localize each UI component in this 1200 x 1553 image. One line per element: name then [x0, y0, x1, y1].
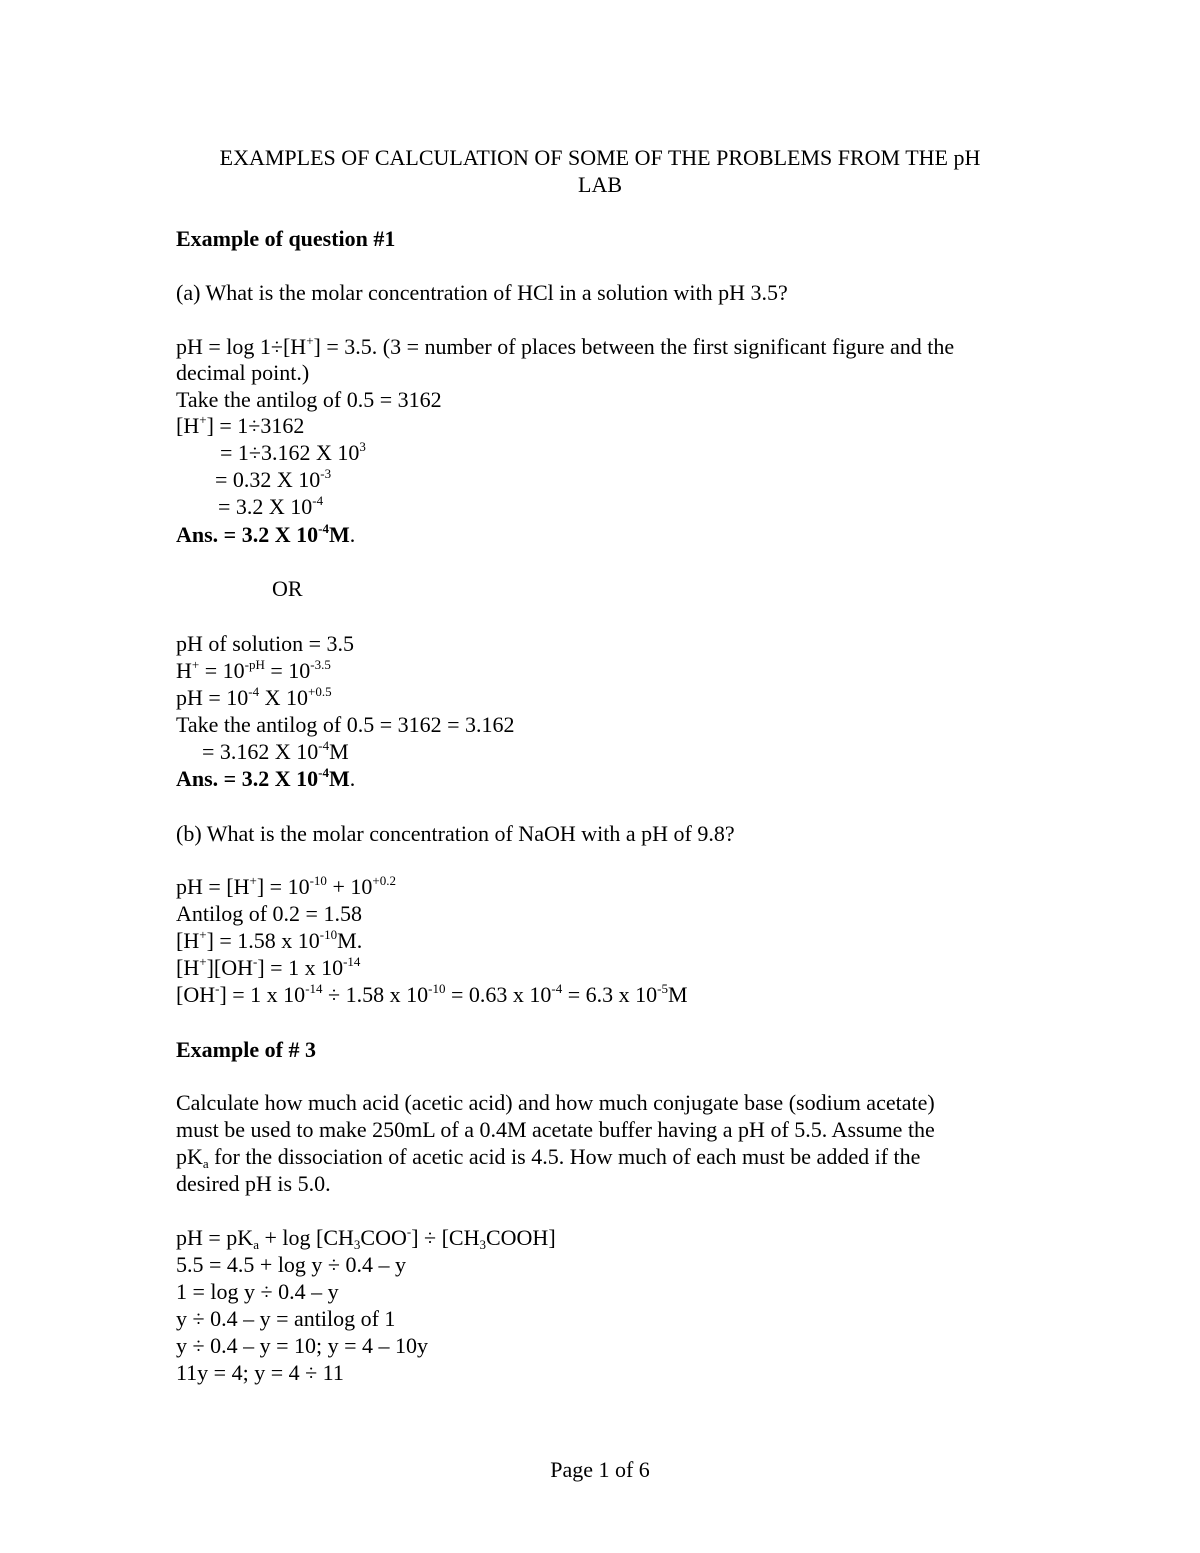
- part-b-line-3: [H+] = 1.58 x $10^{-10}M$.: [176, 927, 363, 953]
- method-1-line-1: pH = log 1÷[H+] = 3.5. (3 = number of places between the first significant figure and the: [176, 333, 955, 359]
- question-3-paragraph-line-4: desired pH is 5.0.: [176, 1171, 331, 1196]
- equation-line-6: 11y = 4; y = 4 ÷ 11: [176, 1360, 344, 1385]
- question-3-heading: Example of # 3: [176, 1037, 316, 1062]
- question-3-paragraph-line-2: must be used to make 250mL of a 0.4M acetate buffer having a pH of 5.5. Assume the: [176, 1117, 935, 1142]
- method-2-line-3: pH = $10^{-4}$ X $10^{+0.5}$: [176, 684, 332, 710]
- method-1-line-7: = 3.2 X $10^{-4}$: [218, 493, 324, 519]
- equation-line-5: y ÷ 0.4 – y = 10; y = 4 – 10y: [176, 1333, 429, 1358]
- question-1b-text: (b) What is the molar concentration of NaOH with a pH of 9.8?: [176, 821, 735, 846]
- document-title-line-1: EXAMPLES OF CALCULATION OF SOME OF THE PROBLEMS FROM THE pH: [219, 145, 981, 170]
- method-1-line-4: [H+] = 1÷3162: [176, 412, 305, 438]
- question-1-heading: Example of question #1: [176, 226, 396, 251]
- method-1-line-6: = 0.32 X $10^{-3}$: [215, 466, 332, 492]
- method-1-line-3: Take the antilog of 0.5 = 3162: [176, 387, 442, 412]
- part-b-line-1: pH = $[H^+] = 10^{-10} + 10^{+0.2}$: [176, 873, 396, 899]
- method-2-line-4: Take the antilog of 0.5 = 3162 = 3.162: [176, 712, 515, 737]
- method-2-line-1: pH of solution = 3.5: [176, 631, 355, 656]
- part-b-line-2: Antilog of 0.2 = 1.58: [176, 901, 362, 926]
- equation-line-2: 5.5 = 4.5 + log y ÷ 0.4 – y: [176, 1252, 407, 1277]
- question-3-paragraph-line-3: $pK_a$ for the dissociation of acetic acid is 4.5. How much of each must be added if the: [176, 1144, 921, 1171]
- method-1-line-2: decimal point.): [176, 360, 310, 385]
- equation-line-1: pH = $pK_a + \log [CH_3COO^-]$ ÷ $[CH_3COOH]$: [176, 1224, 556, 1252]
- equation-line-4: y ÷ 0.4 – y = antilog of 1: [176, 1306, 396, 1331]
- equation-line-3: 1 = log y ÷ 0.4 – y: [176, 1279, 339, 1304]
- question-3-paragraph-line-1: Calculate how much acid (acetic acid) and how much conjugate base (sodium acetate): [176, 1090, 935, 1115]
- method-2-line-5: = 3.162 X $10^{-4}M$: [202, 738, 349, 764]
- page-number-footer: Page 1 of 6: [550, 1457, 650, 1482]
- document-title-line-2: LAB: [578, 172, 622, 197]
- method-2-answer: Ans. = 3.2 X $10^{-4}M$.: [176, 765, 356, 791]
- method-1-line-5: = 1÷3.162 X $10^3$: [220, 439, 366, 465]
- or-separator: OR: [272, 576, 303, 601]
- method-1-answer: Ans. = 3.2 X $10^{-4}M$.: [176, 521, 356, 547]
- part-b-line-4: [H+][OH-] = 1 x $10^{-14}$: [176, 954, 361, 980]
- part-b-line-5: [OH-] = 1 x $10^{-14} \div 1.58$ x $10^{-10} = 0.63$ x $10^{-4} = 6.3$ x $10^{-5}M$: [176, 981, 688, 1007]
- method-2-line-2: $H^+ = 10^{-pH} = 10^{-3.5}$: [176, 657, 331, 683]
- question-1a-text: (a) What is the molar concentration of HCl in a solution with pH 3.5?: [176, 280, 788, 305]
